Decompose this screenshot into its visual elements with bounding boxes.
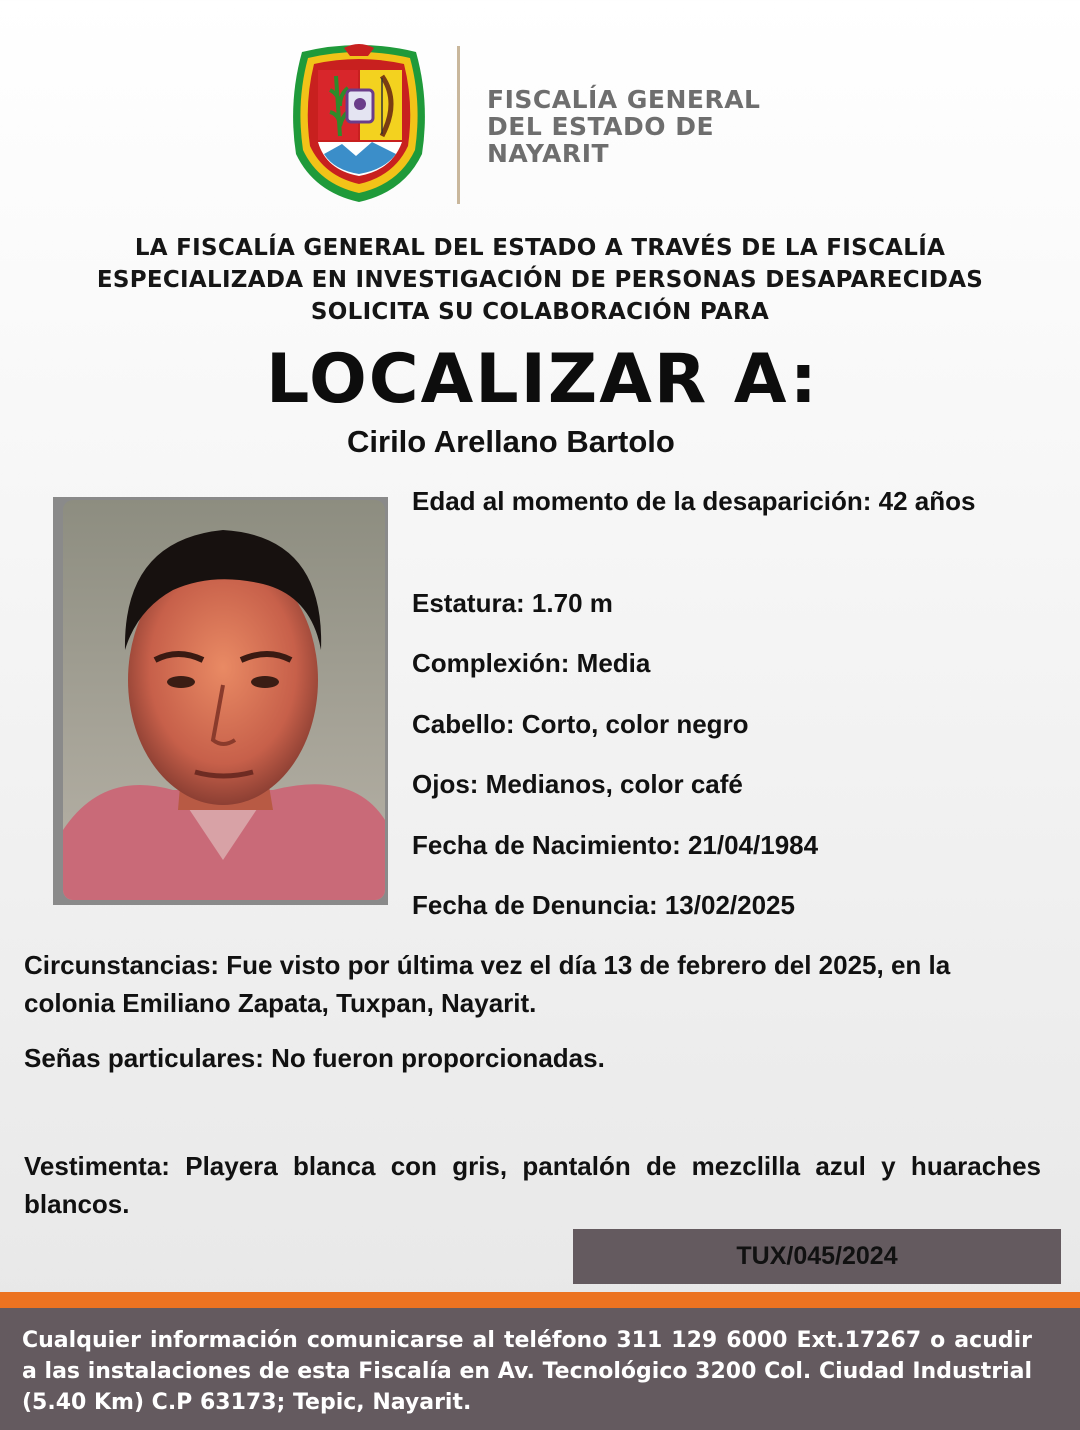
agency-name: [487, 86, 761, 167]
footer-contact-text: Cualquier información comunicarse al teléfono 311 129 6000 Ext.17267 o acudir a las instalaciones de esta Fiscalía en Av. Tecnológico 3200 Col. Ciudad Industrial (5.40 Km) C.P 63173; Tepic, Nayarit.: [22, 1328, 1032, 1415]
clothing-text: Vestimenta: Playera blanca con gris, pantalón de mezclilla azul y huaraches blancos.: [24, 1151, 1041, 1219]
agency-line: DEL ESTADO DE: [487, 112, 715, 141]
agency-line: NAYARIT: [487, 139, 610, 168]
detail-age: Edad al momento de la desaparición: 42 años: [412, 486, 976, 516]
intro-line: SOLICITA SU COLABORACIÓN PARA: [310, 299, 770, 325]
agency-line: FISCALÍA GENERAL: [487, 85, 761, 114]
case-number-box: [573, 1229, 1061, 1284]
circumstances-text: Circunstancias: Fue visto por última vez el día 13 de febrero del 2025, en la colonia Emiliano Zapata, Tuxpan, Nayarit.: [24, 950, 951, 1018]
intro-text: [40, 232, 1040, 328]
nayarit-state-seal-icon: [284, 42, 434, 206]
intro-line: LA FISCALÍA GENERAL DEL ESTADO A TRAVÉS DE LA FISCALÍA: [134, 235, 946, 261]
particular-marks-text: Señas particulares: No fueron proporcionadas.: [24, 1043, 605, 1073]
headline: LOCALIZAR A:: [266, 340, 819, 419]
person-name: Cirilo Arellano Bartolo: [347, 424, 675, 459]
detail-report-date: Fecha de Denuncia: 13/02/2025: [412, 890, 795, 920]
detail-build: Complexión: Media: [412, 648, 651, 678]
detail-height: Estatura: 1.70 m: [412, 588, 613, 618]
header-divider: [457, 46, 460, 204]
detail-hair: Cabello: Corto, color negro: [412, 709, 749, 739]
missing-person-photo: [63, 500, 385, 900]
intro-line: ESPECIALIZADA EN INVESTIGACIÓN DE PERSONAS DESAPARECIDAS: [96, 267, 984, 293]
detail-birth-date: Fecha de Nacimiento: 21/04/1984: [412, 830, 819, 860]
case-number: TUX/045/2024: [736, 1242, 898, 1270]
detail-eyes: Ojos: Medianos, color café: [412, 769, 743, 799]
footer-accent-bar: [0, 1292, 1080, 1308]
